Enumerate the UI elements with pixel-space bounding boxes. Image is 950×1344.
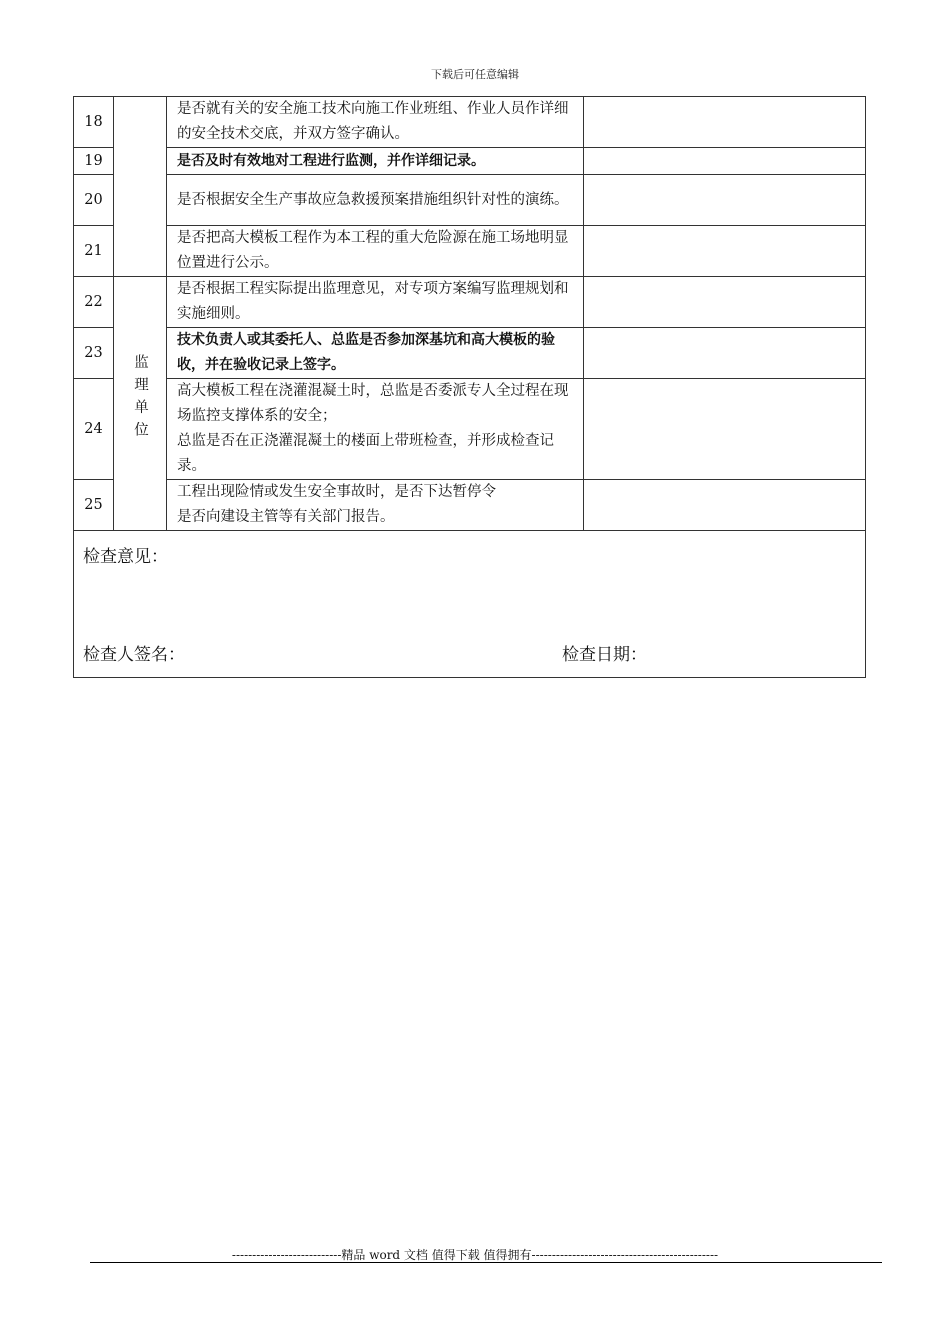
checklist-table (73, 96, 866, 678)
result-cell[interactable] (584, 226, 866, 277)
result-cell[interactable] (584, 148, 866, 175)
header-note: 下载后可任意编辑 (431, 68, 519, 81)
check-item-line: 是否向建设主管等有关部门报告。 (177, 509, 395, 525)
row-number: 23 (74, 328, 114, 379)
opinion-row (74, 531, 866, 678)
signer-label: 检查人签名： (83, 645, 185, 665)
check-item-text: 技术负责人或其委托人、总监是否参加深基坑和高大模板的验收，并在验收记录上签字。 (167, 328, 584, 379)
result-cell[interactable] (584, 328, 866, 379)
check-item-line: 高大模板工程在浇灌混凝土时，总监是否委派专人全过程在现场监控支撑体系的安全； (177, 383, 569, 424)
table-row (74, 277, 866, 328)
table-row (74, 480, 866, 531)
row-number: 21 (74, 226, 114, 277)
table-row (74, 226, 866, 277)
table-row (74, 379, 866, 480)
row-number: 18 (74, 97, 114, 148)
footer-text: ---------------------------精品 word 文档 值得下载 值得拥有---------------------------------------------- (231, 1248, 719, 1262)
check-item-text (167, 480, 584, 531)
result-cell[interactable] (584, 480, 866, 531)
table-row (74, 148, 866, 175)
check-item-line: 工程出现险情或发生安全事故时，是否下达暂停令 (177, 484, 496, 500)
result-cell[interactable] (584, 379, 866, 480)
unit-label: 监理单位 (132, 354, 148, 444)
check-item-text (167, 379, 584, 480)
row-number: 25 (74, 480, 114, 531)
check-item-line: 总监是否在正浇灌混凝土的楼面上带班检查，并形成检查记录。 (177, 433, 554, 474)
check-item-text: 是否把高大模板工程作为本工程的重大危险源在施工场地明显位置进行公示。 (167, 226, 584, 277)
result-cell[interactable] (584, 97, 866, 148)
table-row (74, 328, 866, 379)
result-cell[interactable] (584, 175, 866, 226)
unit-cell-empty (114, 97, 167, 277)
row-number: 22 (74, 277, 114, 328)
check-item-text: 是否根据工程实际提出监理意见，对专项方案编写监理规划和实施细则。 (167, 277, 584, 328)
check-item-text: 是否就有关的安全施工技术向施工作业班组、作业人员作详细的安全技术交底，并双方签字确认。 (167, 97, 584, 148)
footer-divider (90, 1262, 882, 1263)
check-item-text: 是否及时有效地对工程进行监测，并作详细记录。 (167, 148, 584, 175)
table-row (74, 97, 866, 148)
opinion-cell[interactable] (74, 531, 866, 678)
result-cell[interactable] (584, 277, 866, 328)
opinion-label: 检查意见： (83, 547, 168, 567)
table-row (74, 175, 866, 226)
row-number: 24 (74, 379, 114, 480)
check-item-text: 是否根据安全生产事故应急救援预案措施组织针对性的演练。 (167, 175, 584, 226)
unit-cell (114, 277, 167, 531)
row-number: 19 (74, 148, 114, 175)
row-number: 20 (74, 175, 114, 226)
date-label: 检查日期： (562, 645, 647, 665)
